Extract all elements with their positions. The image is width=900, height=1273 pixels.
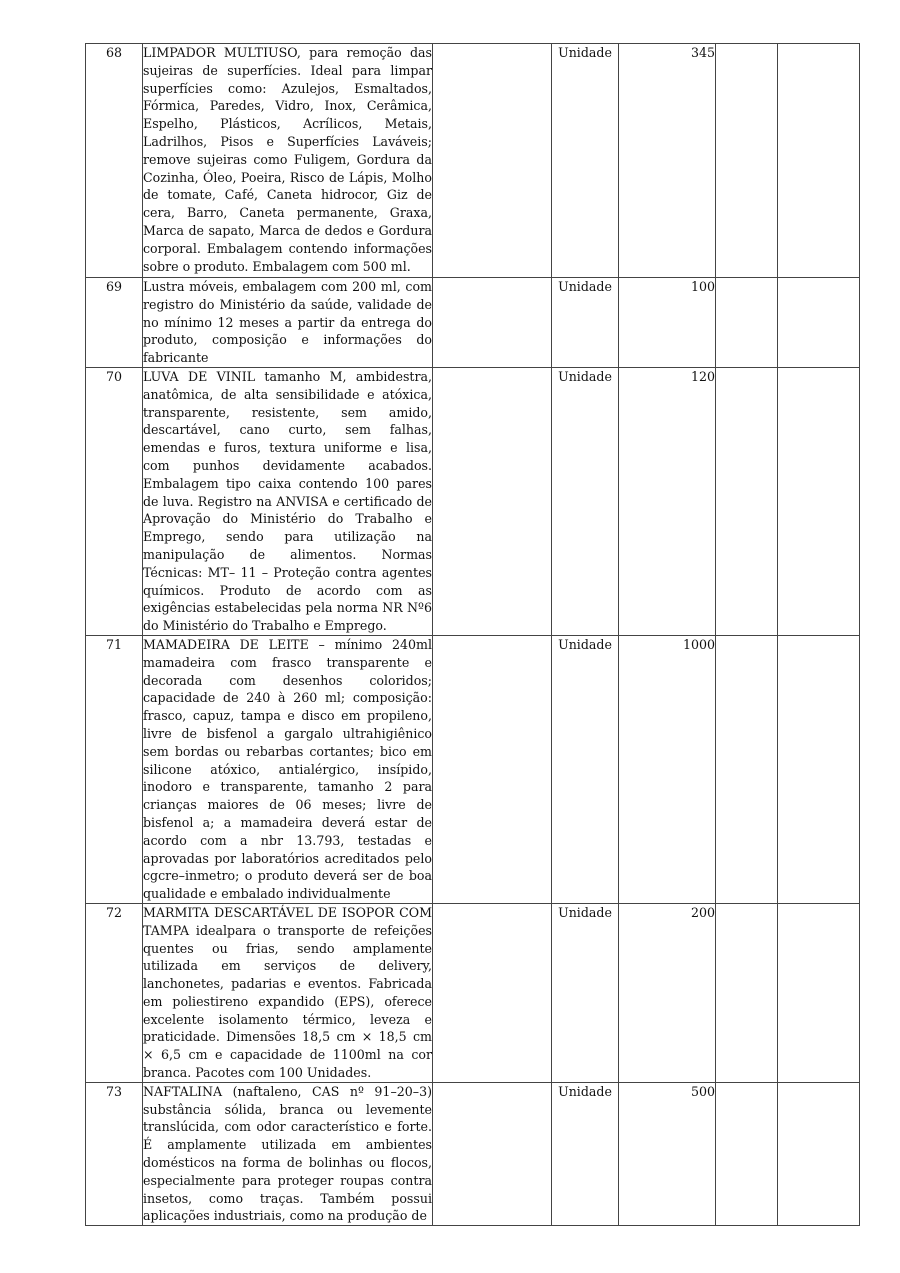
item-unit: Unidade bbox=[552, 635, 619, 903]
item-quantity: 100 bbox=[619, 278, 716, 368]
item-description: MARMITA DESCARTÁVEL DE ISOPOR COM TAMPA idealpara o transporte de refeições quentes ou frias, sendo amplamente utilizada em serviços de delivery, lanchonetes, padarias e eventos. Fabricada em poliestireno expandido (EPS), oferece excelente isolamento térmico, leveza e praticidade. Dimensões 18,5 cm × 18,5 cm × 6,5 cm e capacidade de 1100ml na cor branca. Pacotes com 100 Unidades. bbox=[143, 903, 433, 1082]
item-quantity: 500 bbox=[619, 1082, 716, 1225]
items-table bbox=[85, 43, 860, 1226]
unit-price-cell bbox=[716, 278, 778, 368]
item-description: MAMADEIRA DE LEITE – mínimo 240ml mamadeira com frasco transparente e decorada com desenhos coloridos; capacidade de 240 à 260 ml; composição: frasco, capuz, tampa e disco em propileno, livre de bisfenol a gargalo ultrahigiênico sem bordas ou rebarbas cortantes; bico em silicone atóxico, antialérgico, insípido, inodoro e transparente, tamanho 2 para crianças maiores de 06 meses; livre de bisfenol a; a mamadeira deverá estar de acordo com a nbr 13.793, testadas e aprovadas por laboratórios acreditados pelo cgcre–inmetro; o produto deverá ser de boa qualidade e embalado individualmente bbox=[143, 635, 433, 903]
item-unit: Unidade bbox=[552, 44, 619, 278]
item-number: 70 bbox=[86, 368, 143, 636]
unit-price-cell bbox=[716, 44, 778, 278]
brand-cell bbox=[433, 635, 552, 903]
total-price-cell bbox=[778, 635, 860, 903]
table-row bbox=[86, 903, 860, 1082]
brand-cell bbox=[433, 903, 552, 1082]
unit-price-cell bbox=[716, 368, 778, 636]
table-row bbox=[86, 635, 860, 903]
unit-price-cell bbox=[716, 903, 778, 1082]
brand-cell bbox=[433, 278, 552, 368]
unit-price-cell bbox=[716, 635, 778, 903]
total-price-cell bbox=[778, 368, 860, 636]
brand-cell bbox=[433, 44, 552, 278]
item-number: 72 bbox=[86, 903, 143, 1082]
table-row bbox=[86, 44, 860, 278]
item-number: 73 bbox=[86, 1082, 143, 1225]
item-quantity: 120 bbox=[619, 368, 716, 636]
unit-price-cell bbox=[716, 1082, 778, 1225]
item-unit: Unidade bbox=[552, 278, 619, 368]
total-price-cell bbox=[778, 1082, 860, 1225]
item-description: LUVA DE VINIL tamanho M, ambidestra, anatômica, de alta sensibilidade e atóxica, transparente, resistente, sem amido, descartável, cano curto, sem falhas, emendas e furos, textura uniforme e lisa, com punhos devidamente acabados. Embalagem tipo caixa contendo 100 pares de luva. Registro na ANVISA e certificado de Aprovação do Ministério do Trabalho e Emprego, sendo para utilização na manipulação de alimentos. Normas Técnicas: MT– 11 – Proteção contra agentes químicos. Produto de acordo com as exigências estabelecidas pela norma NR Nº6 do Ministério do Trabalho e Emprego. bbox=[143, 368, 433, 636]
item-unit: Unidade bbox=[552, 368, 619, 636]
item-number: 69 bbox=[86, 278, 143, 368]
item-description: LIMPADOR MULTIUSO, para remoção das sujeiras de superfícies. Ideal para limpar superfícies como: Azulejos, Esmaltados, Fórmica, Paredes, Vidro, Inox, Cerâmica, Espelho, Plásticos, Acrílicos, Metais, Ladrilhos, Pisos e Superfícies Laváveis; remove sujeiras como Fuligem, Gordura da Cozinha, Óleo, Poeira, Risco de Lápis, Molho de tomate, Café, Caneta hidrocor, Giz de cera, Barro, Caneta permanente, Graxa, Marca de sapato, Marca de dedos e Gordura corporal. Embalagem contendo informações sobre o produto. Embalagem com 500 ml. bbox=[143, 44, 433, 278]
item-quantity: 200 bbox=[619, 903, 716, 1082]
total-price-cell bbox=[778, 278, 860, 368]
total-price-cell bbox=[778, 903, 860, 1082]
item-quantity: 1000 bbox=[619, 635, 716, 903]
table-row bbox=[86, 1082, 860, 1225]
brand-cell bbox=[433, 1082, 552, 1225]
brand-cell bbox=[433, 368, 552, 636]
item-quantity: 345 bbox=[619, 44, 716, 278]
item-unit: Unidade bbox=[552, 1082, 619, 1225]
item-number: 68 bbox=[86, 44, 143, 278]
item-number: 71 bbox=[86, 635, 143, 903]
table-row bbox=[86, 278, 860, 368]
item-description: NAFTALINA (naftaleno, CAS nº 91–20–3) substância sólida, branca ou levemente translúcida, com odor característico e forte. É amplamente utilizada em ambientes domésticos na forma de bolinhas ou flocos, especialmente para proteger roupas contra insetos, como traças. Também possui aplicações industriais, como na produção de bbox=[143, 1082, 433, 1225]
item-unit: Unidade bbox=[552, 903, 619, 1082]
total-price-cell bbox=[778, 44, 860, 278]
item-description: Lustra móveis, embalagem com 200 ml, com registro do Ministério da saúde, validade de no mínimo 12 meses a partir da entrega do produto, composição e informações do fabricante bbox=[143, 278, 433, 368]
table-row bbox=[86, 368, 860, 636]
